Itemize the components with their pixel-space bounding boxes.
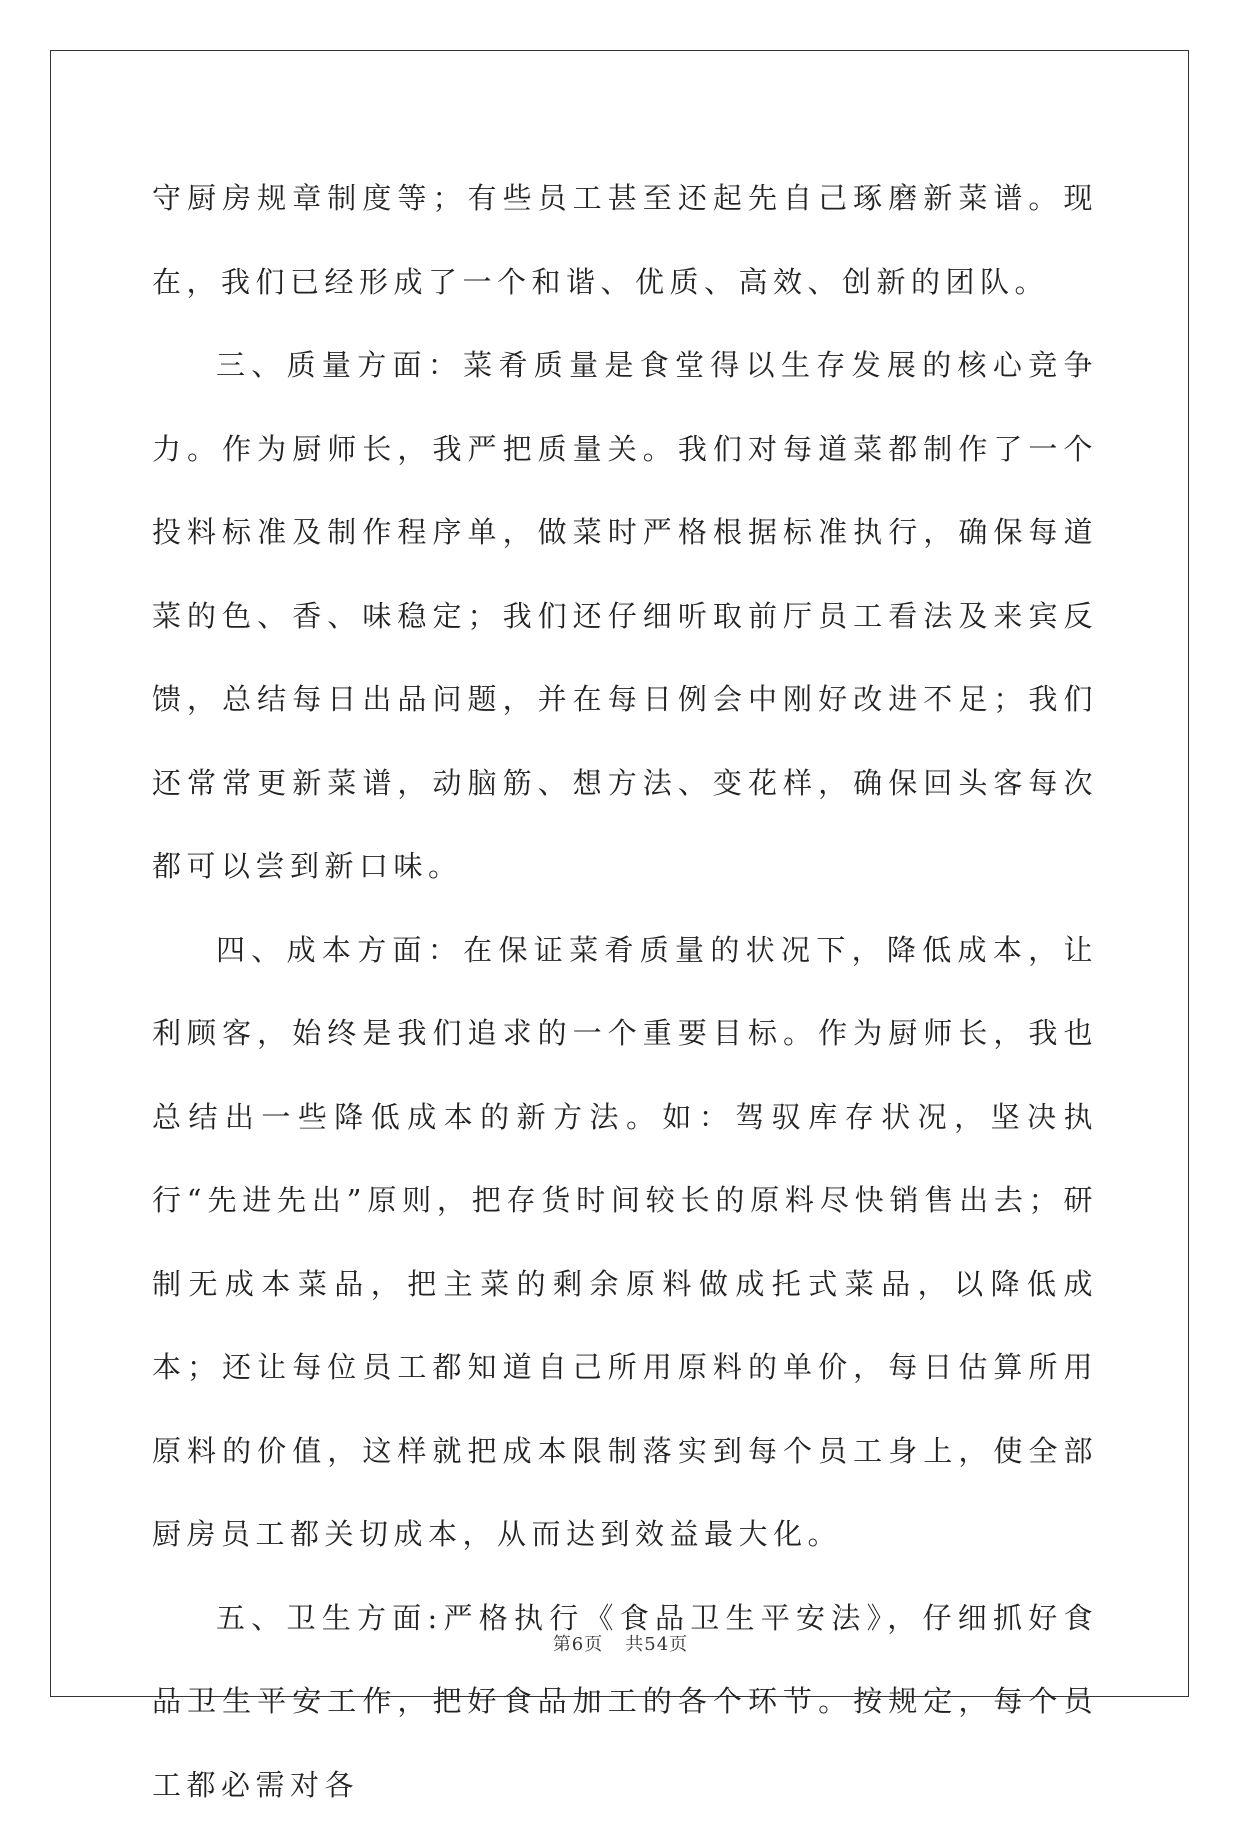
document-body	[152, 157, 1098, 1827]
page-footer	[0, 1630, 1241, 1656]
paragraph-3: 四、成本方面：在保证菜肴质量的状况下，降低成本，让利顾客，始终是我们追求的一个重要目标。作为厨师长，我也总结出一些降低成本的新方法。如：驾驭库存状况，坚决执行“先进先出”原则，把存货时间较长的原料尽快销售出去；研制无成本菜品，把主菜的剩余原料做成托式菜品，以降低成本；还让每位员工都知道自己所用原料的单价，每日估算所用原料的价值，这样就把成本限制落实到每个员工身上，使全部厨房员工都关切成本，从而达到效益最大化。	[152, 909, 1098, 1577]
current-page-number: 第6页	[553, 1630, 603, 1656]
paragraph-1: 守厨房规章制度等；有些员工甚至还起先自己琢磨新菜谱。现在，我们已经形成了一个和谐、优质、高效、创新的团队。	[152, 157, 1098, 324]
paragraph-2: 三、质量方面：菜肴质量是食堂得以生存发展的核心竞争力。作为厨师长，我严把质量关。我们对每道菜都制作了一个投料标准及制作程序单，做菜时严格根据标准执行，确保每道菜的色、香、味稳定；我们还仔细听取前厅员工看法及来宾反馈，总结每日出品问题，并在每日例会中刚好改进不足；我们还常常更新菜谱，动脑筋、想方法、变花样，确保回头客每次都可以尝到新口味。	[152, 324, 1098, 909]
total-page-count: 共54页	[625, 1630, 688, 1656]
paragraph-4: 五、卫生方面:严格执行《食品卫生平安法》，仔细抓好食品卫生平安工作，把好食品加工的各个环节。按规定，每个员工都必需对各	[152, 1577, 1098, 1827]
